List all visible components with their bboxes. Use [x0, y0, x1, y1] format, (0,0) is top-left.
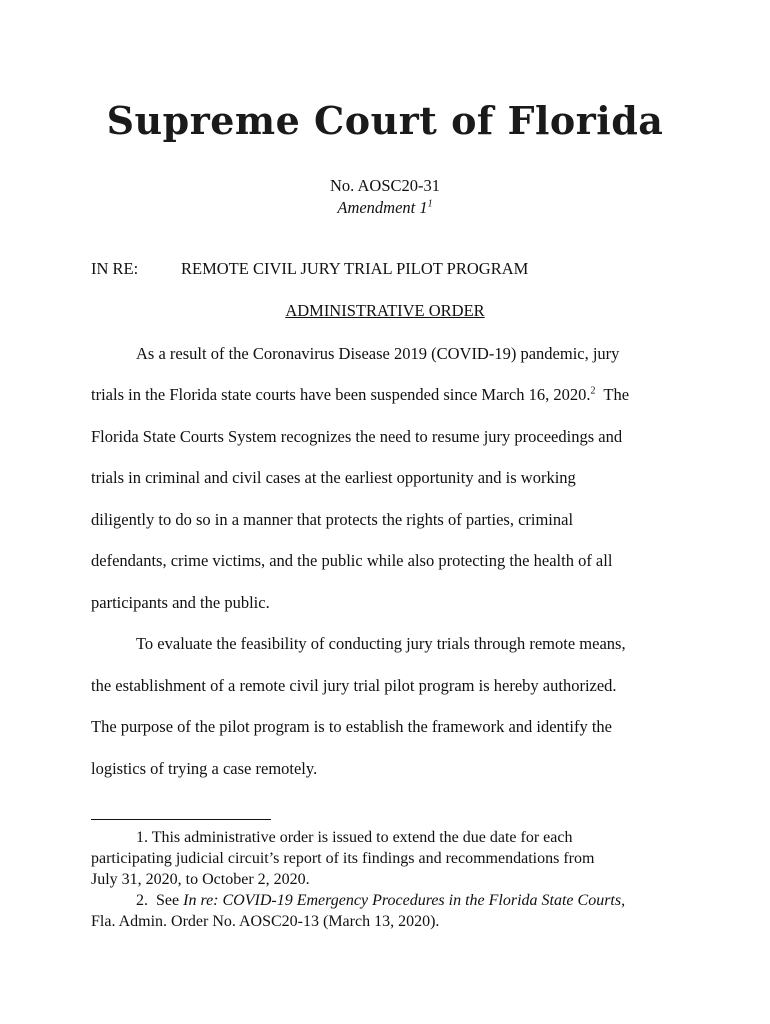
- order-heading: ADMINISTRATIVE ORDER: [285, 301, 485, 320]
- body-line: the establishment of a remote civil jury trial pilot program is hereby authorized.: [91, 676, 617, 695]
- footnote-1-line: July 31, 2020, to October 2, 2020.: [91, 871, 310, 888]
- footnote-1-line: 1. This administrative order is issued to extend the due date for each: [136, 829, 573, 846]
- case-subject: REMOTE CIVIL JURY TRIAL PILOT PROGRAM: [181, 259, 529, 278]
- case-number: No. AOSC20-31: [329, 176, 440, 195]
- body-line: Florida State Courts System recognizes the need to resume jury proceedings and: [91, 427, 623, 446]
- footnote-ref-1: 1: [427, 198, 433, 210]
- footnote-2-case-title: In re: COVID-19 Emergency Procedures in the Florida State Courts: [183, 892, 622, 909]
- body-line: defendants, crime victims, and the public while also protecting the health of all: [91, 551, 613, 570]
- amendment-label: [0, 198, 770, 218]
- body-line: The purpose of the pilot program is to establish the framework and identify the: [91, 717, 612, 736]
- body-text: The: [595, 385, 630, 404]
- footnote-2-suffix: ,: [621, 892, 626, 909]
- body-line: logistics of trying a case remotely.: [91, 759, 318, 778]
- body-line: diligently to do so in a manner that protects the rights of parties, criminal: [91, 510, 574, 529]
- court-title: Supreme Court of Florida: [106, 98, 664, 143]
- footnote-ref-2: 2: [590, 385, 596, 397]
- footnote-2-prefix: 2. See: [136, 892, 184, 909]
- body-line: [91, 385, 629, 405]
- body-text: trials in the Florida state courts have been suspended since March 16, 2020.: [91, 385, 591, 404]
- in-re-label: IN RE:: [91, 259, 139, 278]
- amendment-text: Amendment 1: [337, 198, 428, 217]
- footnote-1-line: participating judicial circuit’s report of its findings and recommendations from: [91, 850, 595, 867]
- body-line: participants and the public.: [91, 593, 270, 612]
- footnote-divider: [91, 819, 271, 820]
- footnote-2-line: [136, 891, 625, 911]
- body-line: As a result of the Coronavirus Disease 2019 (COVID-19) pandemic, jury: [136, 344, 620, 363]
- body-line: To evaluate the feasibility of conducting jury trials through remote means,: [136, 634, 626, 653]
- footnote-2-line: Fla. Admin. Order No. AOSC20-13 (March 13, 2020).: [91, 913, 440, 930]
- body-line: trials in criminal and civil cases at the earliest opportunity and is working: [91, 468, 576, 487]
